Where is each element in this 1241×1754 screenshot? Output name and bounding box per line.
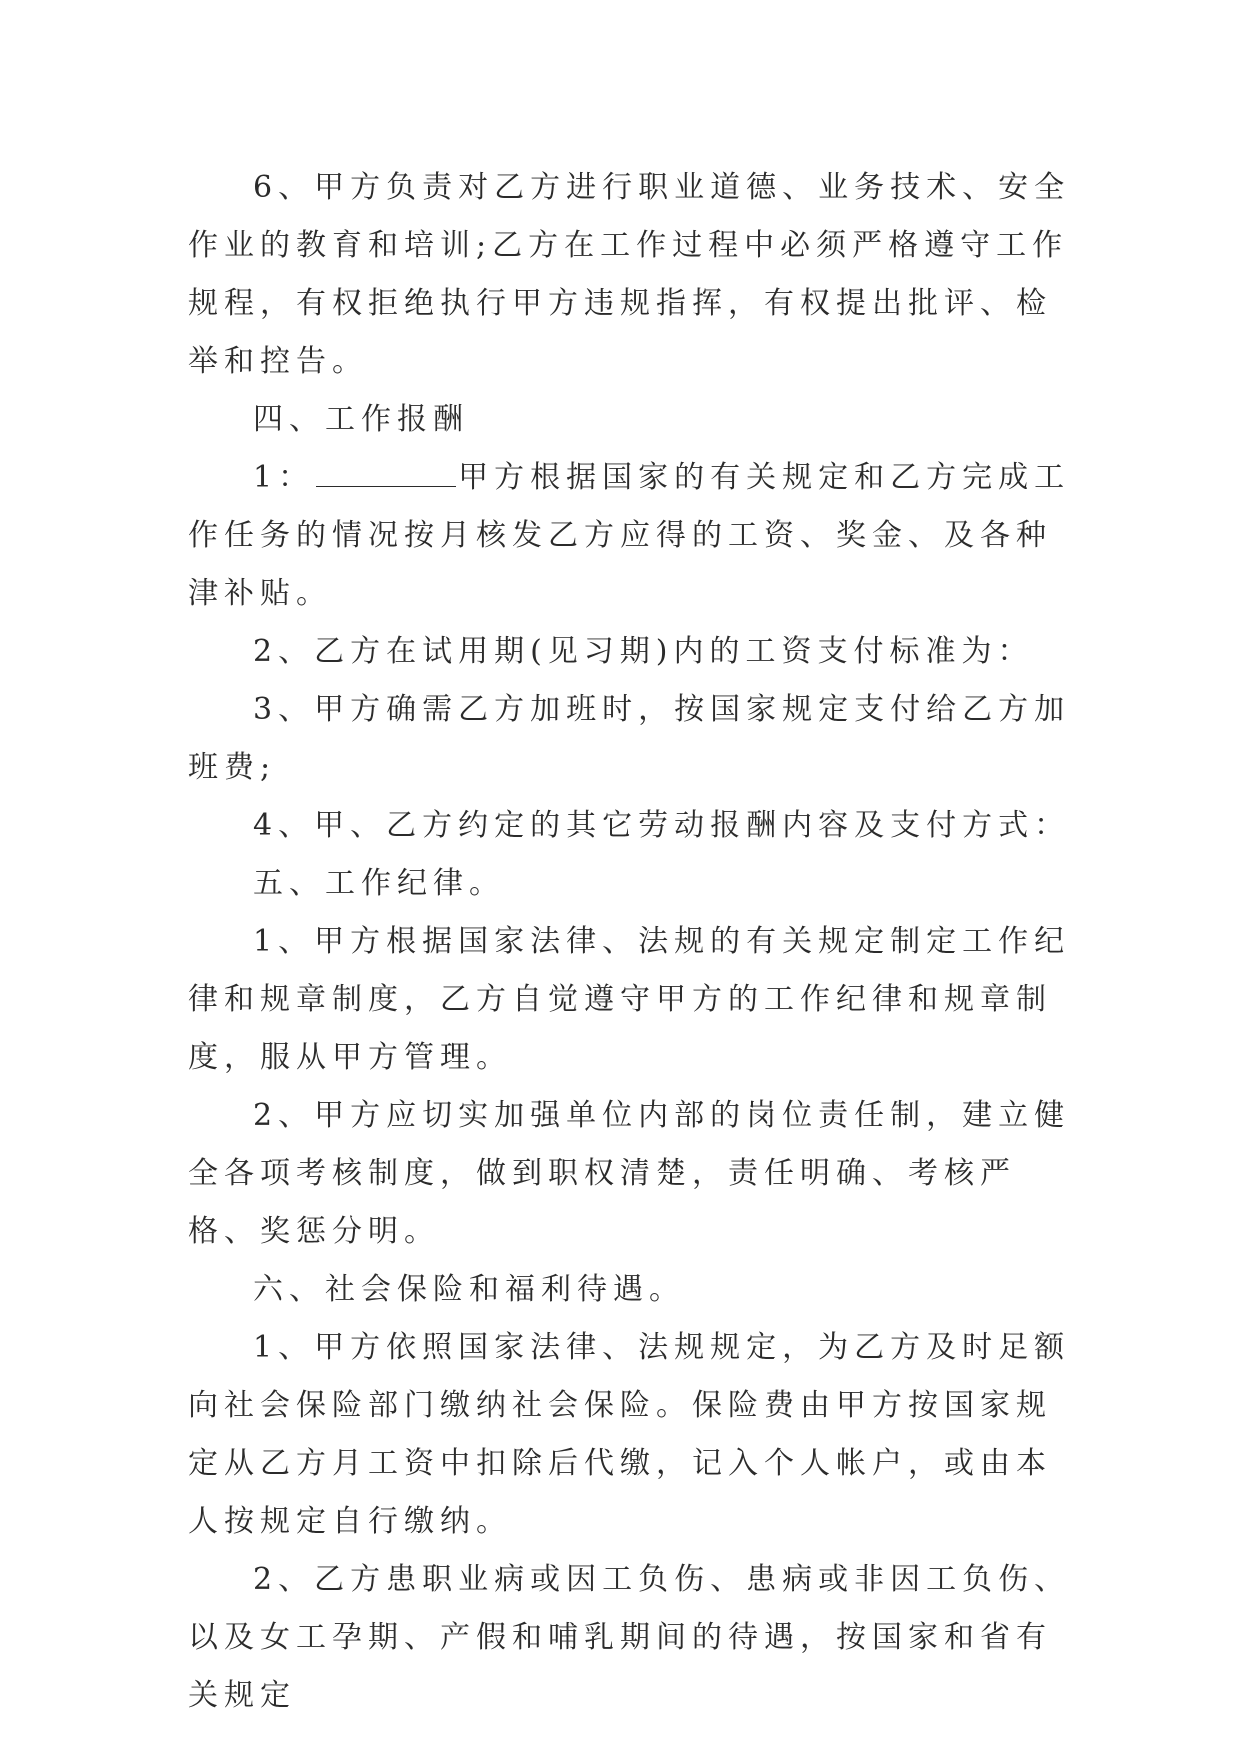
paragraph-pay-3: 3、甲方确需乙方加班时，按国家规定支付给乙方加班费; bbox=[188, 692, 1071, 785]
document-body bbox=[188, 159, 1073, 1725]
pay-1-text: 甲方根据国家的有关规定和乙方完成工作任务的情况按月核发乙方应得的工资、奖金、及各种津补贴。 bbox=[188, 460, 1071, 611]
section-heading-discipline: 五、工作纪律。 bbox=[253, 866, 505, 901]
section-heading-insurance: 六、社会保险和福利待遇。 bbox=[253, 1272, 685, 1307]
paragraph-pay-4: 4、甲、乙方约定的其它劳动报酬内容及支付方式： bbox=[253, 808, 1071, 843]
paragraph-pay-2: 2、乙方在试用期(见习期)内的工资支付标准为： bbox=[253, 634, 1034, 669]
paragraph-insurance-2: 2、乙方患职业病或因工负伤、患病或非因工负伤、以及女工孕期、产假和哺乳期间的待遇，按国家和省有关规定 bbox=[188, 1562, 1071, 1713]
pay-1-number: 1： bbox=[253, 460, 315, 495]
paragraph-pay-1 bbox=[188, 449, 1073, 623]
fill-in-blank bbox=[316, 458, 456, 487]
paragraph-discipline-1: 1、甲方根据国家法律、法规的有关规定制定工作纪律和规章制度，乙方自觉遵守甲方的工作纪律和规章制度，服从甲方管理。 bbox=[188, 924, 1071, 1075]
paragraph-discipline-2: 2、甲方应切实加强单位内部的岗位责任制，建立健全各项考核制度，做到职权清楚，责任明确、考核严格、奖惩分明。 bbox=[188, 1098, 1071, 1249]
paragraph-insurance-1: 1、甲方依照国家法律、法规规定，为乙方及时足额向社会保险部门缴纳社会保险。保险费由甲方按国家规定从乙方月工资中扣除后代缴，记入个人帐户，或由本人按规定自行缴纳。 bbox=[188, 1330, 1071, 1539]
paragraph-training-duty: 6、甲方负责对乙方进行职业道德、业务技术、安全作业的教育和培训;乙方在工作过程中必须严格遵守工作规程，有权拒绝执行甲方违规指挥，有权提出批评、检举和控告。 bbox=[188, 170, 1071, 379]
section-heading-pay: 四、工作报酬 bbox=[253, 402, 469, 437]
